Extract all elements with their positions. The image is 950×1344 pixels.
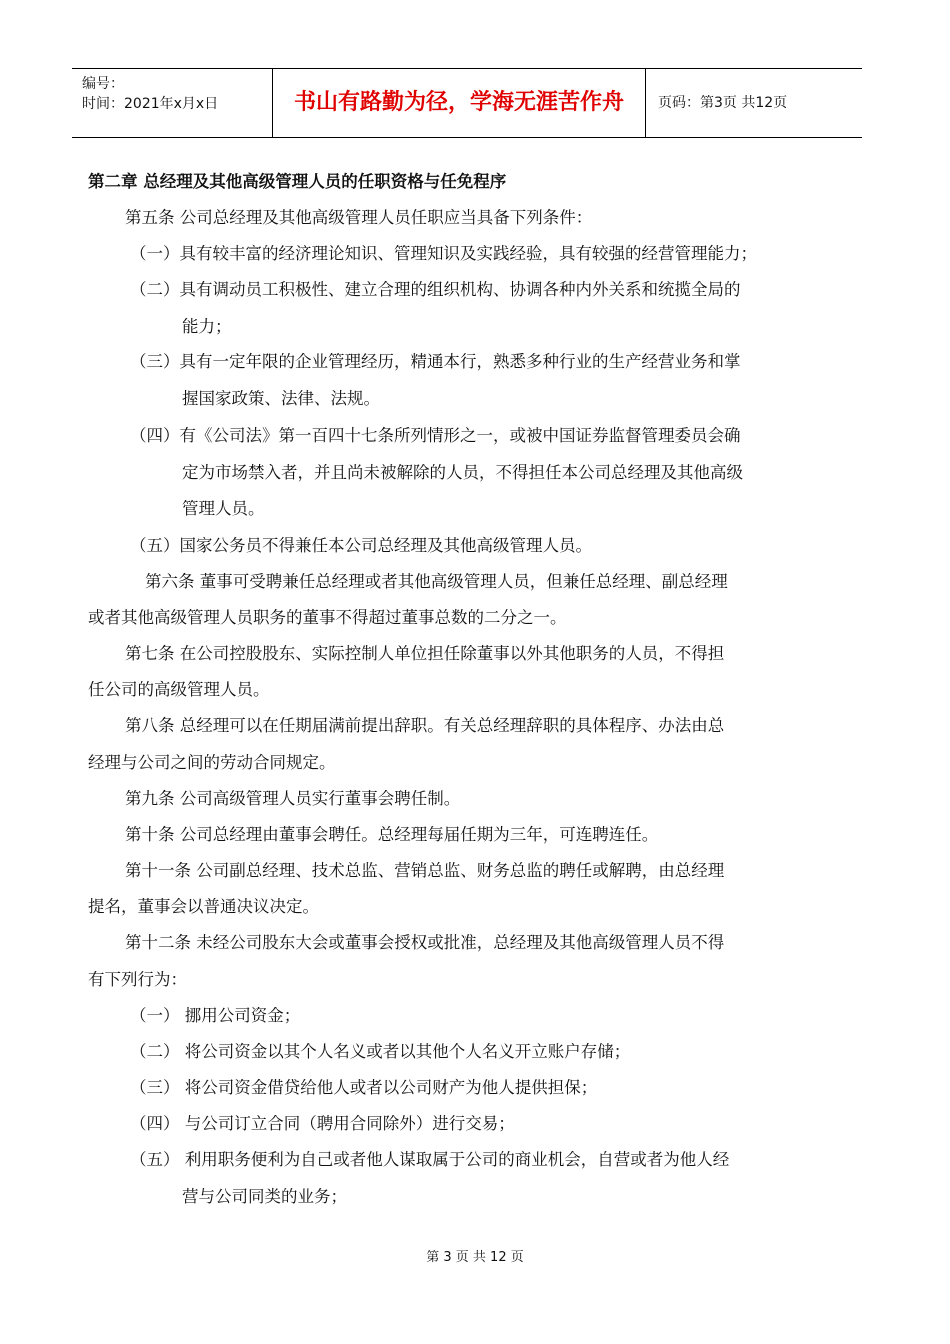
body-line: 第十二条 未经公司股东大会或董事会授权或批准，总经理及其他高级管理人员不得	[125, 933, 725, 952]
chapter-heading: 第二章 总经理及其他高级管理人员的任职资格与任免程序	[88, 172, 507, 191]
motto: 书山有路勤为径，学海无涯苦作舟	[273, 69, 646, 137]
body-line: 第八条 总经理可以在任期届满前提出辞职。有关总经理辞职的具体程序、办法由总	[125, 716, 725, 735]
body-line: 管理人员。	[182, 499, 265, 518]
body-line: 有下列行为：	[88, 970, 187, 989]
body-line: 第五条 公司总经理及其他高级管理人员任职应当具备下列条件：	[125, 208, 593, 227]
body-line: 第七条 在公司控股股东、实际控制人单位担任除董事以外其他职务的人员，不得担	[125, 644, 725, 663]
header-table	[72, 68, 862, 138]
header-info-cell	[72, 69, 273, 137]
body-line: 或者其他高级管理人员职务的董事不得超过董事总数的二分之一。	[88, 608, 567, 627]
body-line: （五） 利用职务便利为自己或者他人谋取属于公司的商业机会，自营或者为他人经	[130, 1150, 730, 1169]
body-line: （一）具有较丰富的经济理论知识、管理知识及实践经验，具有较强的经营管理能力；	[130, 244, 757, 263]
body-line: （五）国家公务员不得兼任本公司总经理及其他高级管理人员。	[130, 536, 592, 555]
page-footer: 第 3 页 共 12 页	[426, 1250, 524, 1265]
body-line: （二）具有调动员工积极性、建立合理的组织机构、协调各种内外关系和统揽全局的	[130, 280, 741, 299]
body-line: 提名，董事会以普通决议决定。	[88, 897, 319, 916]
body-line: 定为市场禁入者，并且尚未被解除的人员，不得担任本公司总经理及其他高级	[182, 463, 743, 482]
body-line: （四）有《公司法》第一百四十七条所列情形之一，或被中国证券监督管理委员会确	[130, 426, 741, 445]
body-line: （四） 与公司订立合同（聘用合同除外）进行交易；	[130, 1114, 515, 1133]
body-line: 营与公司同类的业务；	[182, 1187, 347, 1206]
body-line: 第六条 董事可受聘兼任总经理或者其他高级管理人员，但兼任总经理、副总经理	[145, 572, 728, 591]
body-line: 第九条 公司高级管理人员实行董事会聘任制。	[125, 789, 461, 808]
body-line: 第十一条 公司副总经理、技术总监、营销总监、财务总监的聘任或解聘，由总经理	[125, 861, 725, 880]
body-line: （三）具有一定年限的企业管理经历，精通本行，熟悉多种行业的生产经营业务和掌	[130, 352, 741, 371]
body-line: （二） 将公司资金以其个人名义或者以其他个人名义开立账户存储；	[130, 1042, 631, 1061]
body-line: 经理与公司之间的劳动合同规定。	[88, 753, 336, 772]
body-line: 能力；	[182, 317, 232, 336]
time-label: 时间：2021年x月x日	[82, 96, 219, 112]
body-line: 任公司的高级管理人员。	[88, 680, 270, 699]
body-line: 握国家政策、法律、法规。	[182, 389, 380, 408]
body-line: 第十条 公司总经理由董事会聘任。总经理每届任期为三年，可连聘连任。	[125, 825, 659, 844]
number-label: 编号：	[82, 76, 124, 92]
body-line: （一） 挪用公司资金；	[130, 1006, 301, 1025]
page-code: 页码：第3页 共12页	[658, 95, 788, 111]
body-line: （三） 将公司资金借贷给他人或者以公司财产为他人提供担保；	[130, 1078, 598, 1097]
